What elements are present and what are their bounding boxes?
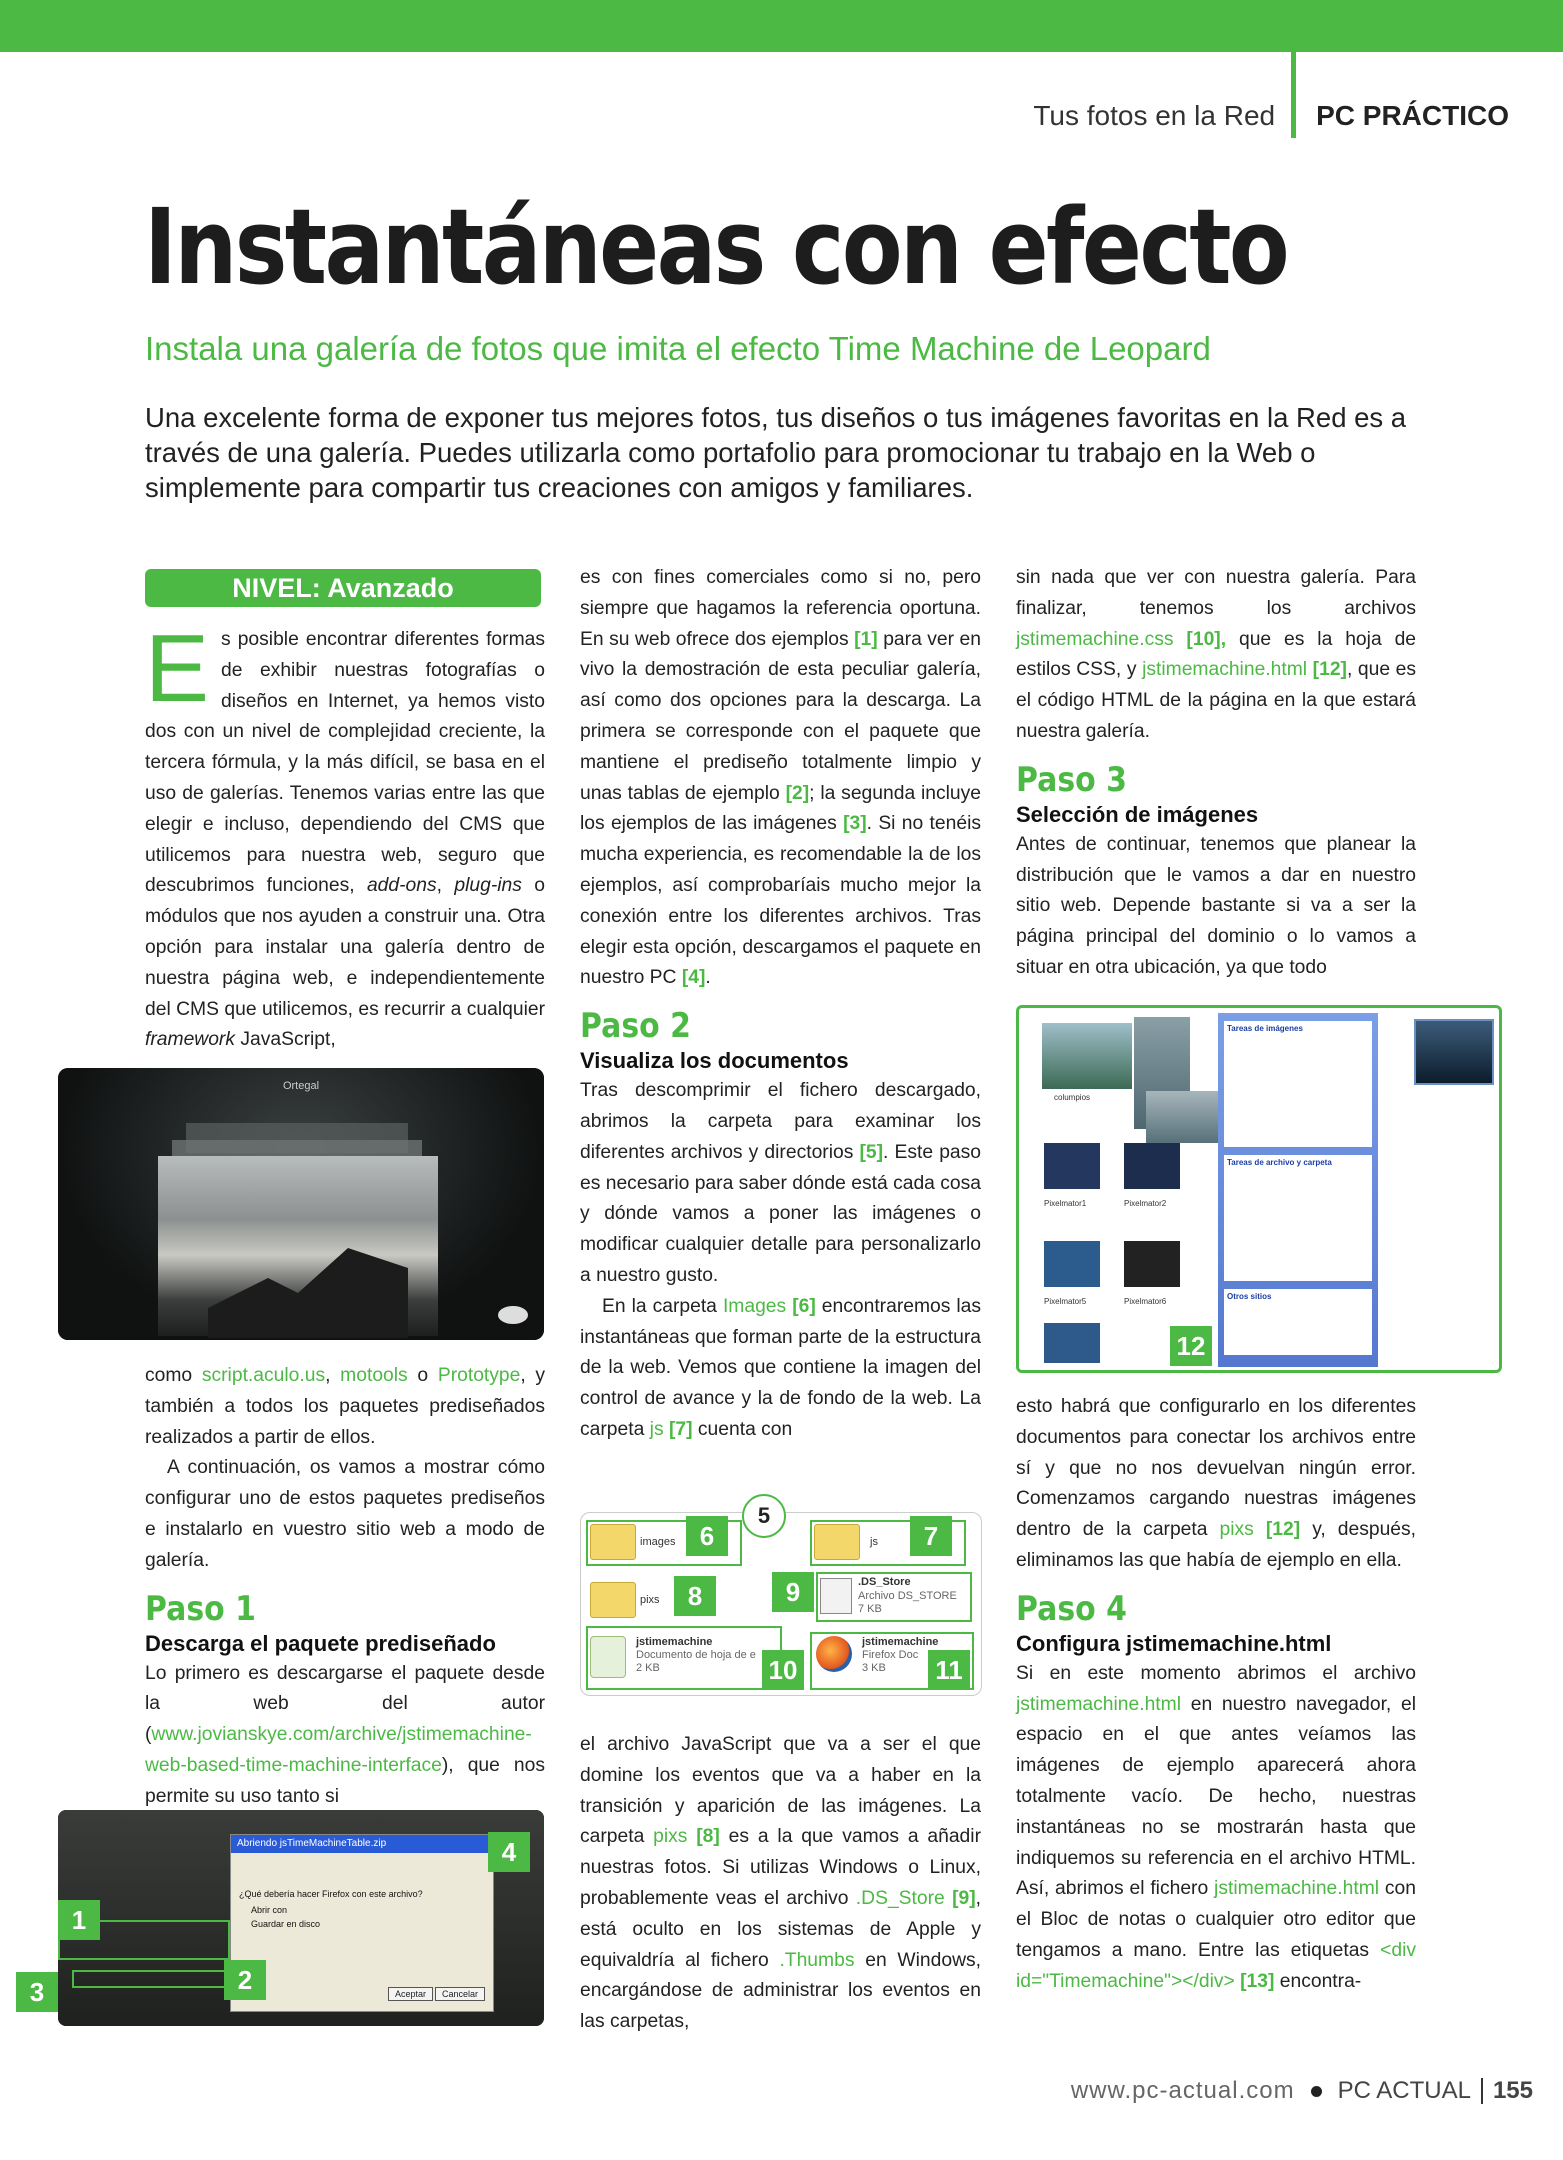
folder-icon[interactable] xyxy=(590,1524,636,1560)
step-1-heading: Paso 1 xyxy=(145,1588,256,1629)
task-pane: Tareas de imágenes Tareas de archivo y carpeta Otros sitios xyxy=(1218,1013,1378,1367)
article-lead: Una excelente forma de exponer tus mejores fotos, tus diseños o tus imágenes favoritas en la Red es a través de una galería. Puedes utilizarla como portafolio para promocionar tu trabajo en la Web o simplemente para compartir tus creaciones con amigos y familiares. xyxy=(145,402,1407,503)
folder-icon[interactable] xyxy=(814,1524,860,1560)
preview-thumbnail[interactable] xyxy=(1414,1019,1494,1085)
column-3-bottom: esto habrá que configurarlo en los diferentes documentos para conectar los archivos entre sí y que no nos devuelvan ningún error. Comenzamos cargando nuestras imágenes dentro de la carpeta pixs [12] y, después, eliminamos las que había de ejemplo en ella. Paso 4 Configura jstimemachine.html Si en este momento abrimos el archivo jstimemachine.html en nuestro navegador, el espacio en el que antes veíamos las imágenes de ejemplo aparecerá ahora totalmente vacío. De hecho, nuestras instantáneas no se mostrarán hasta que indiquemos su referencia en el archivo HTML. Así, abrimos el fichero jstimemachine.html con el Bloc de notas o cualquier otro editor que tengamos a mano. Entre las etiquetas <div id="Timemachine"></div> [13] encontra- xyxy=(1016,1396,1417,1992)
step-1-subheading: Descarga el paquete prediseñado xyxy=(145,1630,496,1656)
article-title: Instantáneas con efecto xyxy=(144,186,1288,308)
page-number: 155 xyxy=(1492,2077,1533,2104)
badge-6: 6 xyxy=(686,1516,728,1556)
explorer-screenshot: columpios Pixelmator1 Pixelmator2 Pixelmator5 Pixelmator6 Tareas de imágenes Tareas de archivo y carpeta Otros sitios xyxy=(1016,1005,1503,1375)
section-name: Tus fotos en la Red xyxy=(1033,100,1276,131)
step-4-heading: Paso 4 xyxy=(1016,1588,1127,1629)
thumbnail[interactable] xyxy=(1044,1143,1100,1189)
download-dialog-screenshot xyxy=(58,1810,544,2026)
ok-button[interactable]: Aceptar xyxy=(388,1987,433,2001)
step-4-subheading: Configura jstimemachine.html xyxy=(1016,1630,1332,1656)
step-2-heading: Paso 2 xyxy=(580,1006,691,1047)
column-2-top: es con fines comerciales como si no, pero siempre que hagamos la referencia oportuna. En su web ofrece dos ejemplos [1] para ver en vivo la demostración de esta peculiar galería, así como dos opciones para la descarga. La primera se corresponde con el paquete que mantiene el prediseño totalmente limpio y unas tablas de ejemplo [2]; la segunda incluye los ejemplos de las imágenes [3]. Si no tenéis mucha experiencia, es recomendable la de los ejemplos, así comprobaríais mucho mejor la conexión entre los diferentes archivos. Tras elegir esta opción, descargamos el paquete en nuestro PC [4]. Paso 2 Visualiza los documentos Tras descomprimir el fichero descargado, abrimos la carpeta para examinar los diferentes archivos y directorios [5]. Este paso es necesario para saber dónde está cada cosa y dónde vamos a poner las imágenes o modificar cualquier detalle para personalizarlo a nuestro gusto. En la carpeta Images [6] encontraremos las instantáneas que forman parte de la estructura de la web. Vemos que contiene la imagen del control de avance y la de fondo de la web. La carpeta js [7] cuenta con xyxy=(580,567,982,1440)
open-with-option[interactable]: Abrir con xyxy=(251,1905,288,1915)
level-badge: NIVEL: Avanzado xyxy=(145,569,541,607)
badge-1: 1 xyxy=(58,1900,100,1940)
top-color-bar xyxy=(0,0,1563,52)
gallery-control-icon[interactable] xyxy=(498,1306,528,1324)
link-scriptaculous[interactable]: script.aculo.us xyxy=(201,1365,326,1386)
save-option[interactable]: Guardar en disco xyxy=(251,1919,321,1929)
cancel-button[interactable]: Cancelar xyxy=(435,1987,485,2001)
badge-8: 8 xyxy=(674,1576,716,1616)
badge-3: 3 xyxy=(16,1972,58,2012)
gallery-caption: Ortegal xyxy=(282,1080,320,1092)
badge-10: 10 xyxy=(762,1650,804,1690)
dropcap: E xyxy=(145,615,210,722)
thumbnail[interactable] xyxy=(1146,1091,1226,1143)
step-2-subheading: Visualiza los documentos xyxy=(580,1048,849,1074)
gallery-screenshot xyxy=(58,1068,544,1340)
footer-divider xyxy=(1481,2078,1483,2104)
thumbnail[interactable] xyxy=(1124,1241,1180,1287)
author-url[interactable]: www.jovianskye.com/archive/jstimemachine-web-based-time-machine-interface xyxy=(145,1724,532,1776)
column-1-top: Es posible encontrar diferentes formas de exhibir nuestras fotografías o diseños en Internet, ya hemos visto dos con un nivel de complejidad creciente, la tercera fórmula, y la más difícil, se basa en el uso de galerías. Tenemos varias entre las que elegir e incluso, dependiendo del CMS que utilicemos para nuestra web, seguro que descubrimos funciones, add-ons, plug-ins o módulos que nos ayuden a construir una. Otra opción para instalar una galería dentro de nuestra página web, e independientemente del CMS que utilicemos, es recurrir a cualquier framework JavaScript, xyxy=(145,615,546,1051)
page-footer xyxy=(1071,2076,1533,2106)
file-icon[interactable] xyxy=(820,1578,852,1614)
css-file-icon[interactable] xyxy=(590,1636,626,1678)
badge-11: 11 xyxy=(928,1650,970,1690)
step-3-heading: Paso 3 xyxy=(1016,759,1127,800)
thumbnail[interactable] xyxy=(1044,1241,1100,1287)
thumbnail[interactable] xyxy=(1042,1023,1132,1089)
firefox-file-icon[interactable] xyxy=(816,1636,852,1672)
link-motools[interactable]: motools xyxy=(340,1365,408,1386)
badge-4: 4 xyxy=(488,1832,530,1872)
firefox-dialog: Abriendo jsTimeMachineTable.zip ¿Qué debería hacer Firefox con este archivo? Abrir con Guardar en disco Aceptar Cancelar xyxy=(230,1834,494,2012)
badge-12: 12 xyxy=(1170,1326,1212,1366)
footer-bullet xyxy=(1311,2086,1322,2097)
footer-url[interactable]: www.pc-actual.com xyxy=(1070,2077,1295,2104)
column-3-top: sin nada que ver con nuestra galería. Para finalizar, tenemos los archivos jstimemachine.css [10], que es la hoja de estilos CSS, y jstimemachine.html [12], que es el código HTML de la página en la que estará nuestra galería. Paso 3 Selección de imágenes Antes de continuar, tenemos que planear la distribución que le vamos a dar en nuestro sitio web. Depende bastante si va a ser la página principal del dominio o lo vamos a situar en otra ubicación, ya que todo xyxy=(1016,567,1417,978)
badge-2: 2 xyxy=(224,1960,266,2000)
step-3-subheading: Selección de imágenes xyxy=(1016,801,1259,827)
running-header xyxy=(1033,96,1509,136)
thumbnail[interactable] xyxy=(1124,1143,1180,1189)
badge-5: 5 xyxy=(742,1494,786,1538)
badge-7: 7 xyxy=(910,1516,952,1556)
magazine-section: PC PRÁCTICO xyxy=(1316,100,1509,131)
link-prototype[interactable]: Prototype xyxy=(437,1365,521,1386)
column-1-bottom: como script.aculo.us, motools o Prototype, y también a todos los paquetes prediseñados realizados a partir de ellos. A continuación, os vamos a mostrar cómo configurar uno de estos paquetes prediseños e instalarlo en vuestro sitio web a modo de galería. Paso 1 Descarga el paquete prediseñado Lo primero es descargarse el paquete desde la web del autor (www.jovianskye.com/archive/jstimemachine-web-based-time-machine-interface), que nos permite su uso tanto si xyxy=(145,1365,546,1807)
column-2-bottom: el archivo JavaScript que va a ser el que domine los eventos que va a haber en la transición y aparición de las imágenes. La carpeta pixs [8] es a la que vamos a añadir nuestras fotos. Si utilizas Windows o Linux, probablemente veas el archivo .DS_Store [9], está oculto en los sistemas de Apple y equivaldría al fichero .Thumbs en Windows, encargándose de administrar los eventos en las carpetas, xyxy=(580,1734,982,2033)
folder-files-screenshot: images js pixs .DS_Store Archivo DS_STORE 7 KB jstimemachine Documento de hoja de e 2 KB jstimemachine Firefox Doc 3 KB xyxy=(580,1506,982,1696)
badge-9: 9 xyxy=(772,1572,814,1612)
article-subtitle: Instala una galería de fotos que imita el efecto Time Machine de Leopard xyxy=(145,330,1211,367)
folder-icon[interactable] xyxy=(590,1582,636,1618)
footer-magazine: PC ACTUAL xyxy=(1337,2077,1471,2104)
